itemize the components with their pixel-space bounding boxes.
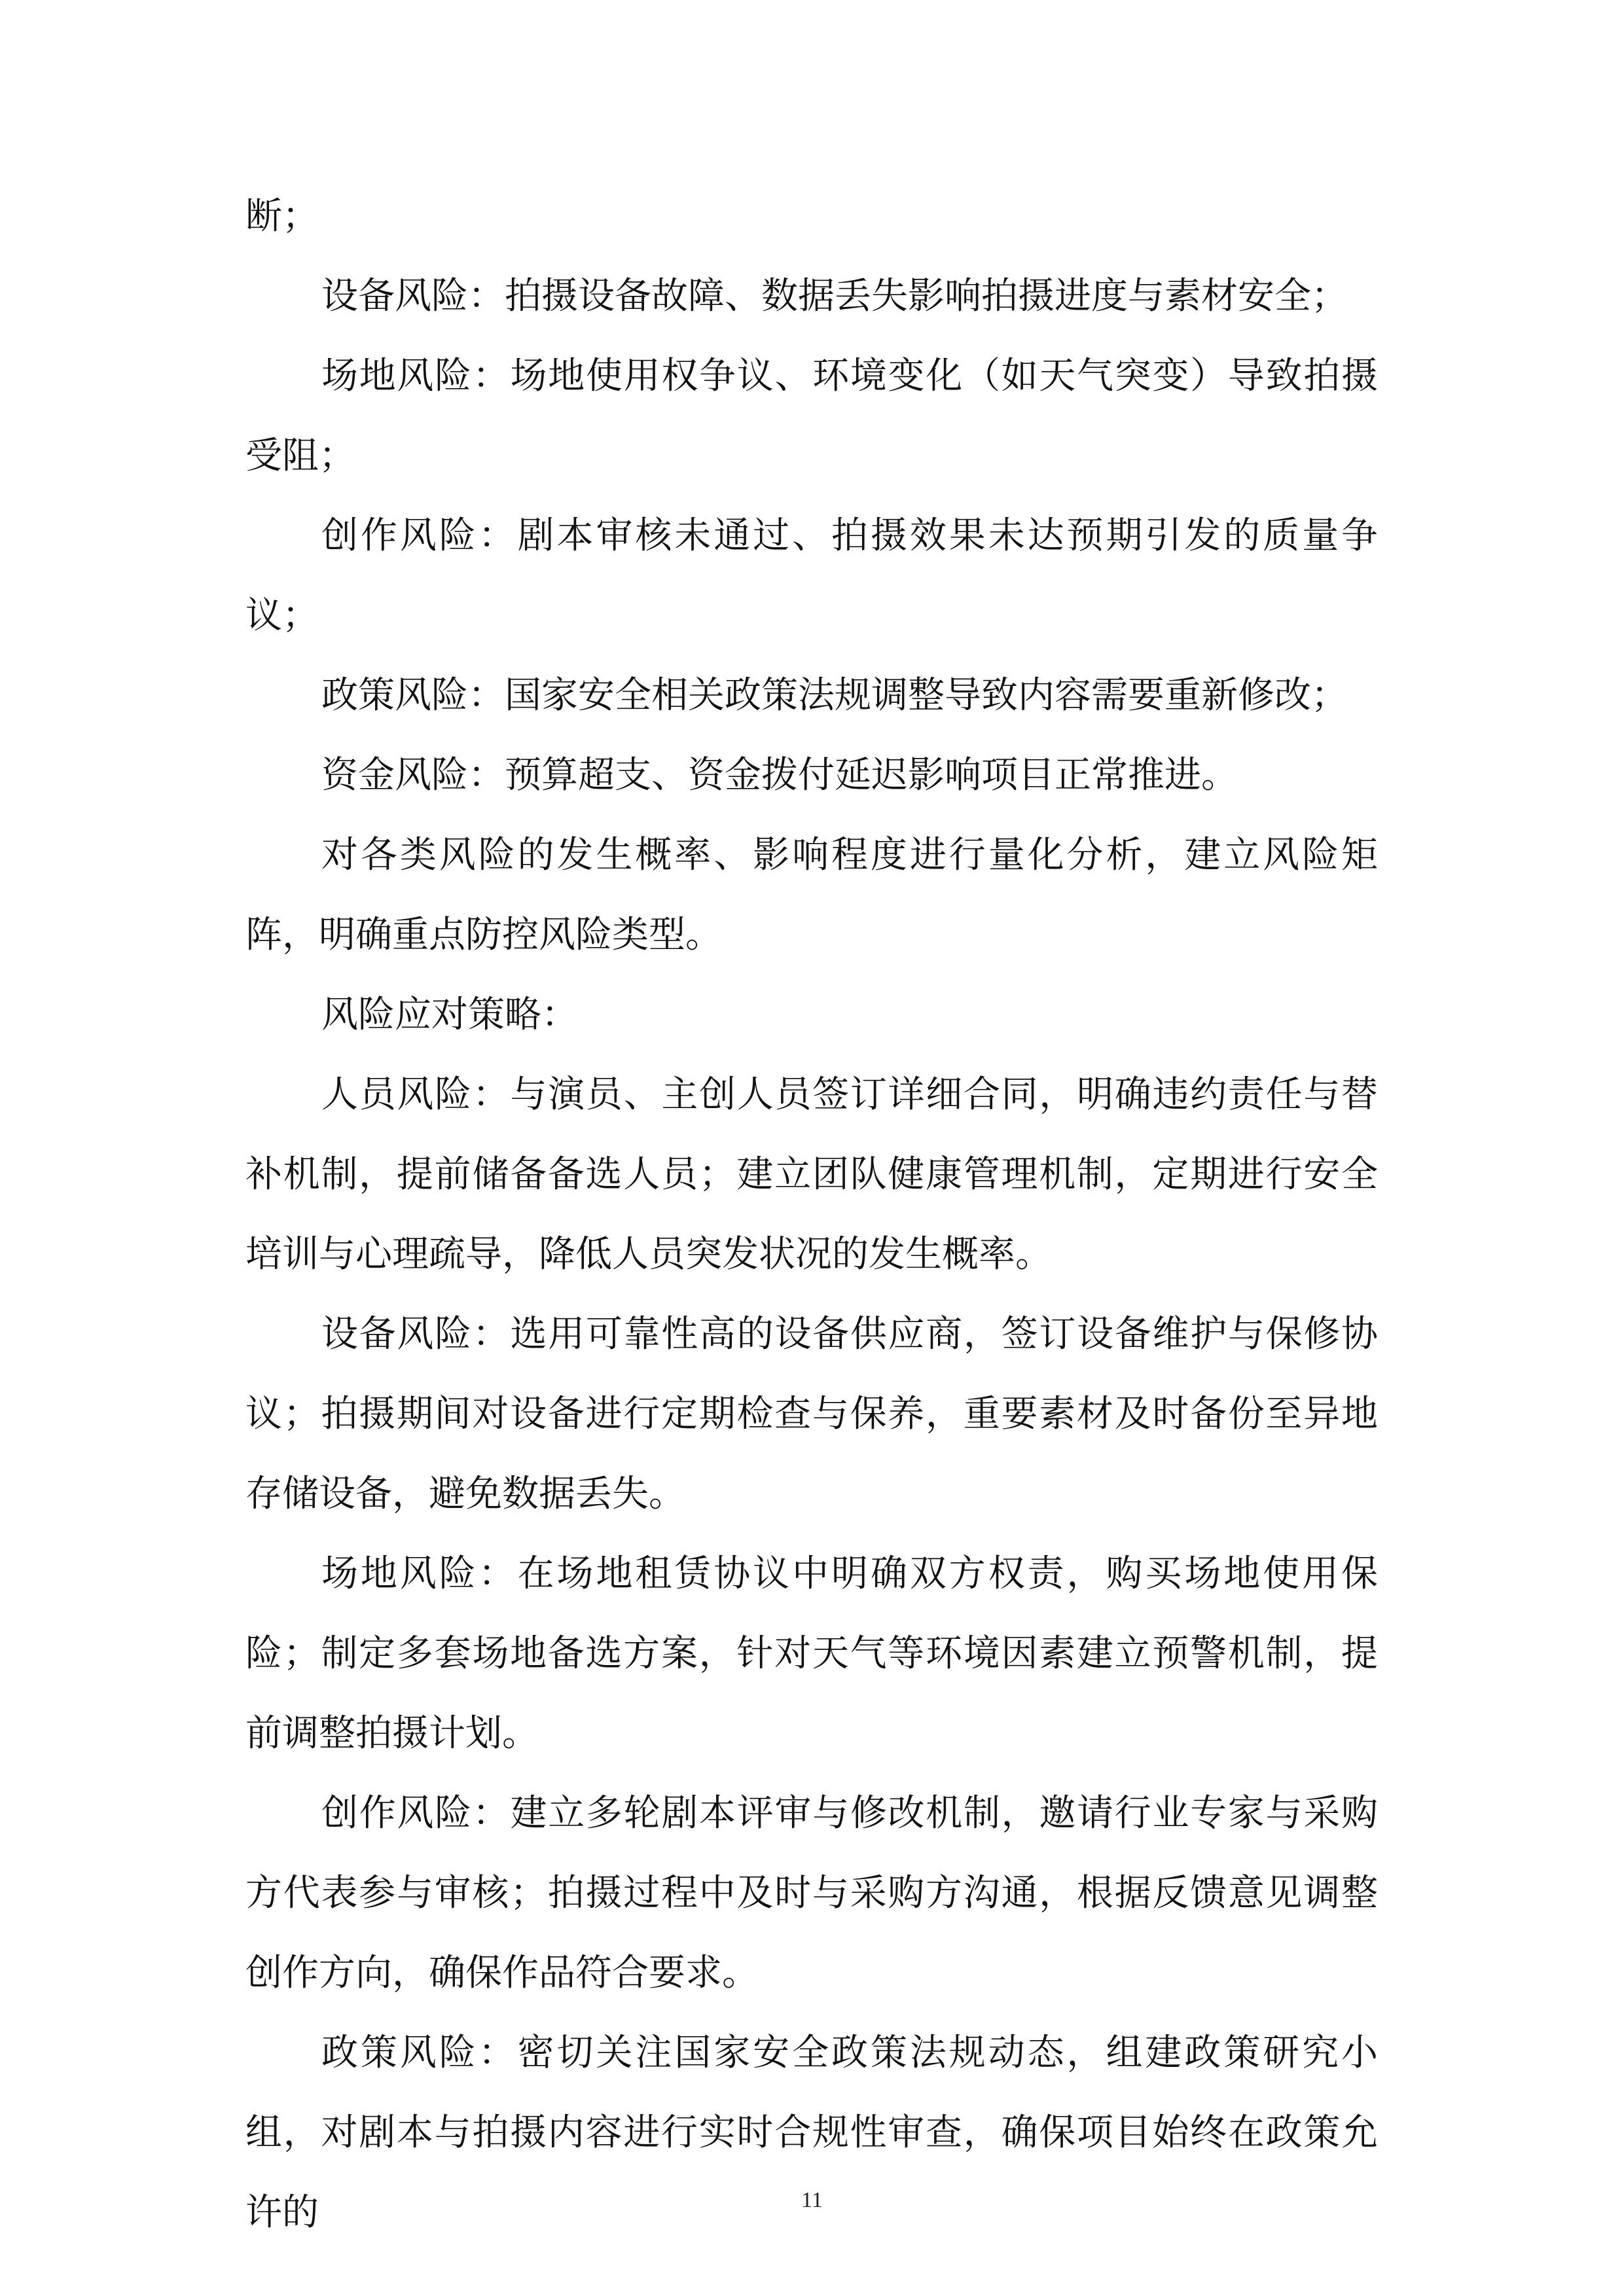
page-number: 11: [801, 2188, 823, 2212]
paragraph-risk-matrix: 对各类风险的发生概率、影响程度进行量化分析，建立风险矩阵，明确重点防控风险类型。: [245, 834, 1378, 956]
paragraph-creative-strategy: 创作风险：建立多轮剧本评审与修改机制，邀请行业专家与采购方代表参与审核；拍摄过程中及时与采购方沟通，根据反馈意见调整创作方向，确保作品符合要求。: [245, 1792, 1378, 1994]
paragraph-equipment-strategy: 设备风险：选用可靠性高的设备供应商，签订设备维护与保修协议；拍摄期间对设备进行定期检查与保养，重要素材及时备份至异地存储设备，避免数据丢失。: [245, 1313, 1378, 1515]
paragraph-strategy-heading: 风险应对策略：: [321, 994, 578, 1036]
paragraph-equipment-risk: 设备风险：拍摄设备故障、数据丢失影响拍摄进度与素材安全；: [321, 275, 1348, 317]
body-text: [245, 177, 1378, 2253]
paragraph-personnel-strategy: 人员风险：与演员、主创人员签订详细合同，明确违约责任与替补机制，提前储备备选人员；建立团队健康管理机制，定期进行安全培训与心理疏导，降低人员突发状况的发生概率。: [245, 1073, 1378, 1276]
paragraph-policy-strategy: 政策风险：密切关注国家安全政策法规动态，组建政策研究小组，对剧本与拍摄内容进行实时合规性审查，确保项目始终在政策允许的: [245, 2032, 1378, 2234]
paragraph-policy-risk: 政策风险：国家安全相关政策法规调整导致内容需要重新修改；: [321, 674, 1348, 717]
paragraph-continuation: 断；: [245, 195, 319, 238]
paragraph-venue-risk: 场地风险：场地使用权争议、环境变化（如天气突变）导致拍摄受阻；: [245, 355, 1378, 477]
paragraph-venue-strategy: 场地风险：在场地租赁协议中明确双方权责，购买场地使用保险；制定多套场地备选方案，针对天气等环境因素建立预警机制，提前调整拍摄计划。: [245, 1552, 1378, 1755]
paragraph-funding-risk: 资金风险：预算超支、资金拨付延迟影响项目正常推进。: [321, 754, 1238, 797]
paragraph-creative-risk: 创作风险：剧本审核未通过、拍摄效果未达预期引发的质量争议；: [245, 514, 1378, 637]
